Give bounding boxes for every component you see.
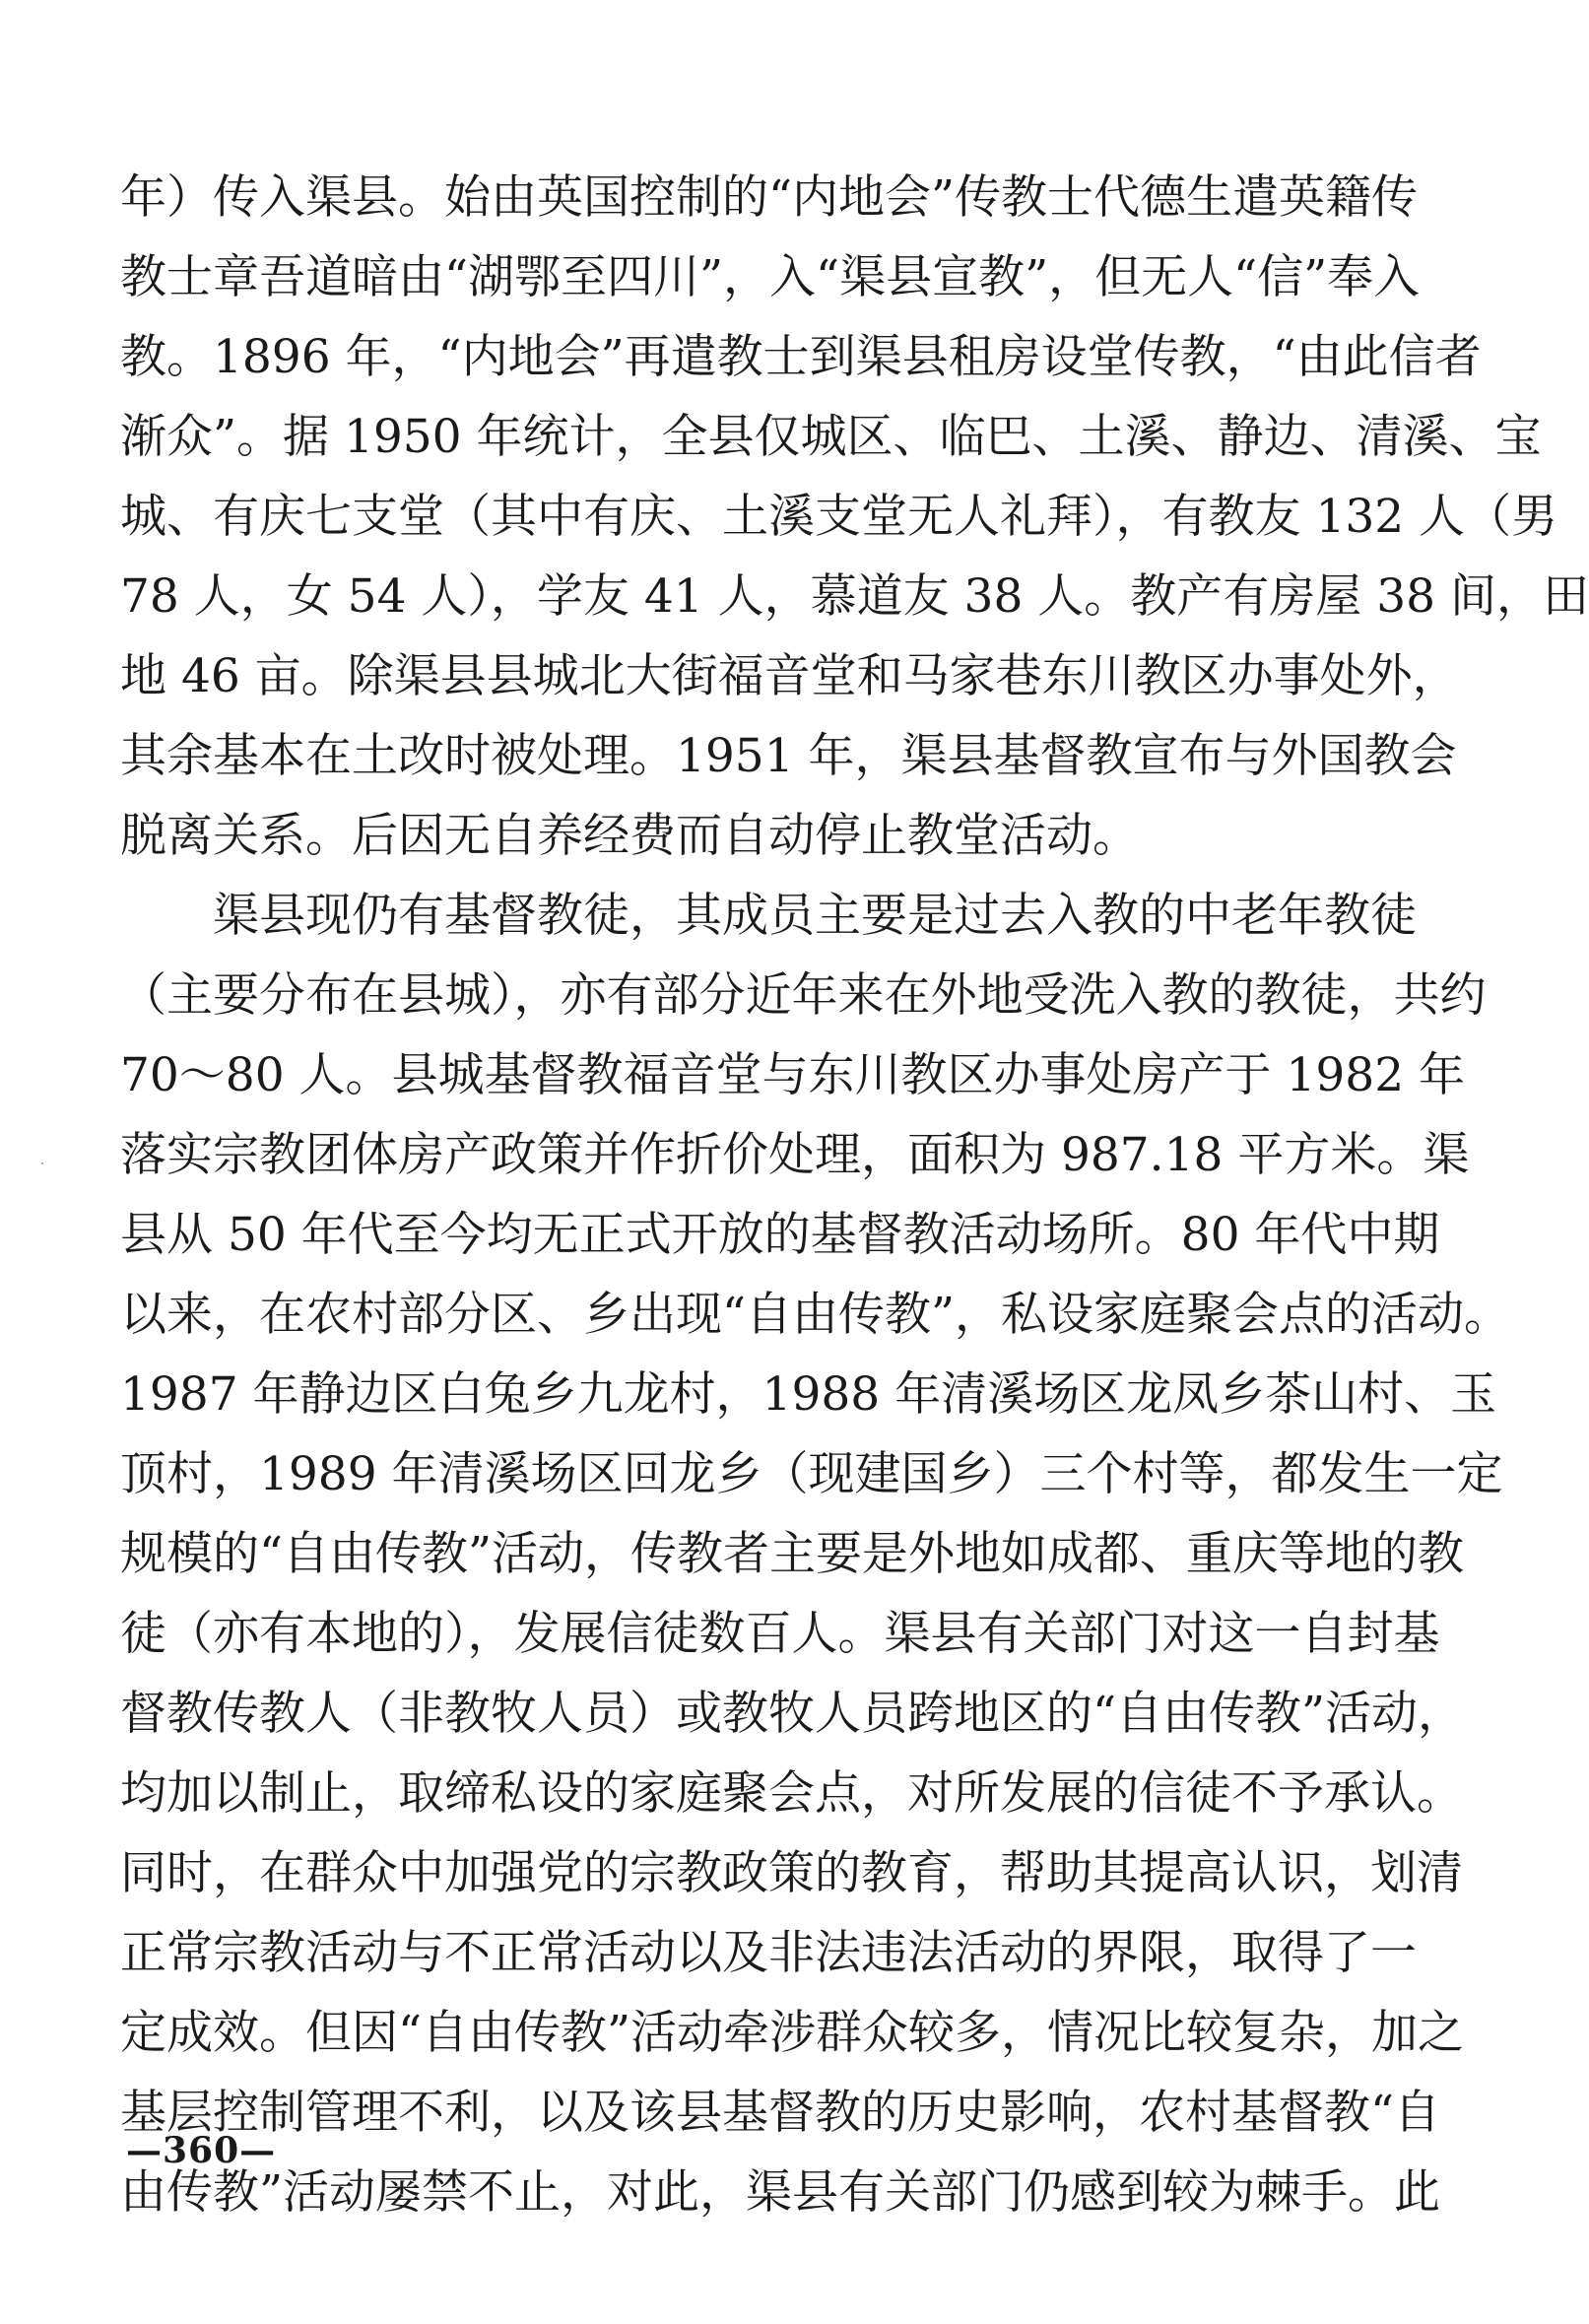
text-line: 县从 50 年代至今均无正式开放的基督教活动场所。80 年代中期 — [120, 1208, 1440, 1262]
text-line: 年）传入渠县。始由英国控制的“内地会”传教士代德生遣英籍传 — [120, 170, 1419, 225]
text-line: 均加以制止，取缔私设的家庭聚会点，对所发展的信徒不予承认。 — [120, 1766, 1463, 1821]
text-line: 定成效。但因“自由传教”活动牵涉群众较多，情况比较复杂，加之 — [120, 2006, 1465, 2060]
text-line: 渐众”。据 1950 年统计，全县仅城区、临巴、土溪、静边、清溪、宝 — [120, 410, 1542, 464]
paragraph-1 — [120, 158, 1589, 876]
text-line: 正常宗教活动与不正常活动以及非法违法活动的界限，取得了一 — [120, 1926, 1417, 1980]
text-line: 基层控制管理不利，以及该县基督教的历史影响，农村基督教“自 — [120, 2086, 1441, 2140]
text-line: 顶村，1989 年清溪场区回龙乡（现建国乡）三个村等，都发生一定 — [120, 1447, 1503, 1501]
paragraph-2 — [120, 876, 1511, 2232]
text-line: 地 46 亩。除渠县县城北大街福音堂和马家巷东川教区办事处外， — [120, 649, 1459, 703]
text-line: 渠县现仍有基督教徒，其成员主要是过去入教的中老年教徒 — [213, 889, 1417, 943]
text-line: 落实宗教团体房产政策并作折价处理，面积为 987.18 平方米。渠 — [120, 1128, 1470, 1182]
text-line: 督教传教人（非教牧人员）或教牧人员跨地区的“自由传教”活动， — [120, 1687, 1465, 1741]
scan-speck — [41, 1162, 43, 1164]
text-line: 其余基本在土改时被处理。1951 年，渠县基督教宣布与外国教会 — [120, 729, 1457, 783]
text-line: 教。1896 年，“内地会”再遣教士到渠县租房设堂传教，“由此信者 — [120, 330, 1482, 384]
text-line: 规模的“自由传教”活动，传教者主要是外地如成都、重庆等地的教 — [120, 1527, 1465, 1581]
page-number: —360— — [126, 2130, 277, 2171]
text-line: 同时，在群众中加强党的宗教政策的教育，帮助其提高认识，划清 — [120, 1846, 1463, 1900]
text-line: 脱离关系。后因无自养经费而自动停止教堂活动。 — [120, 809, 1139, 863]
text-line: （主要分布在县城），亦有部分近年来在外地受洗入教的教徒，共约 — [120, 968, 1487, 1023]
text-line: 徒（亦有本地的），发展信徒数百人。渠县有关部门对这一自封基 — [120, 1607, 1440, 1661]
text-line: 以来，在农村部分区、乡出现“自由传教”，私设家庭聚会点的活动。 — [120, 1288, 1511, 1342]
text-line: 78 人，女 54 人），学友 41 人，慕道友 38 人。教产有房屋 38 间，田 — [120, 569, 1589, 624]
text-line: 教士章吾道暗由“湖鄂至四川”，入“渠县宣教”，但无人“信”奉入 — [120, 250, 1421, 304]
text-line: 城、有庆七支堂（其中有庆、土溪支堂无人礼拜），有教友 132 人（男 — [120, 490, 1558, 544]
text-line: 由传教”活动屡禁不止，对此，渠县有关部门仍感到较为棘手。此 — [120, 2165, 1441, 2220]
body-text — [120, 158, 1589, 2232]
text-line: 1987 年静边区白兔乡九龙村，1988 年清溪场区龙凤乡茶山村、玉 — [120, 1367, 1497, 1422]
text-line: 70～80 人。县城基督教福音堂与东川教区办事处房产于 1982 年 — [120, 1048, 1466, 1102]
